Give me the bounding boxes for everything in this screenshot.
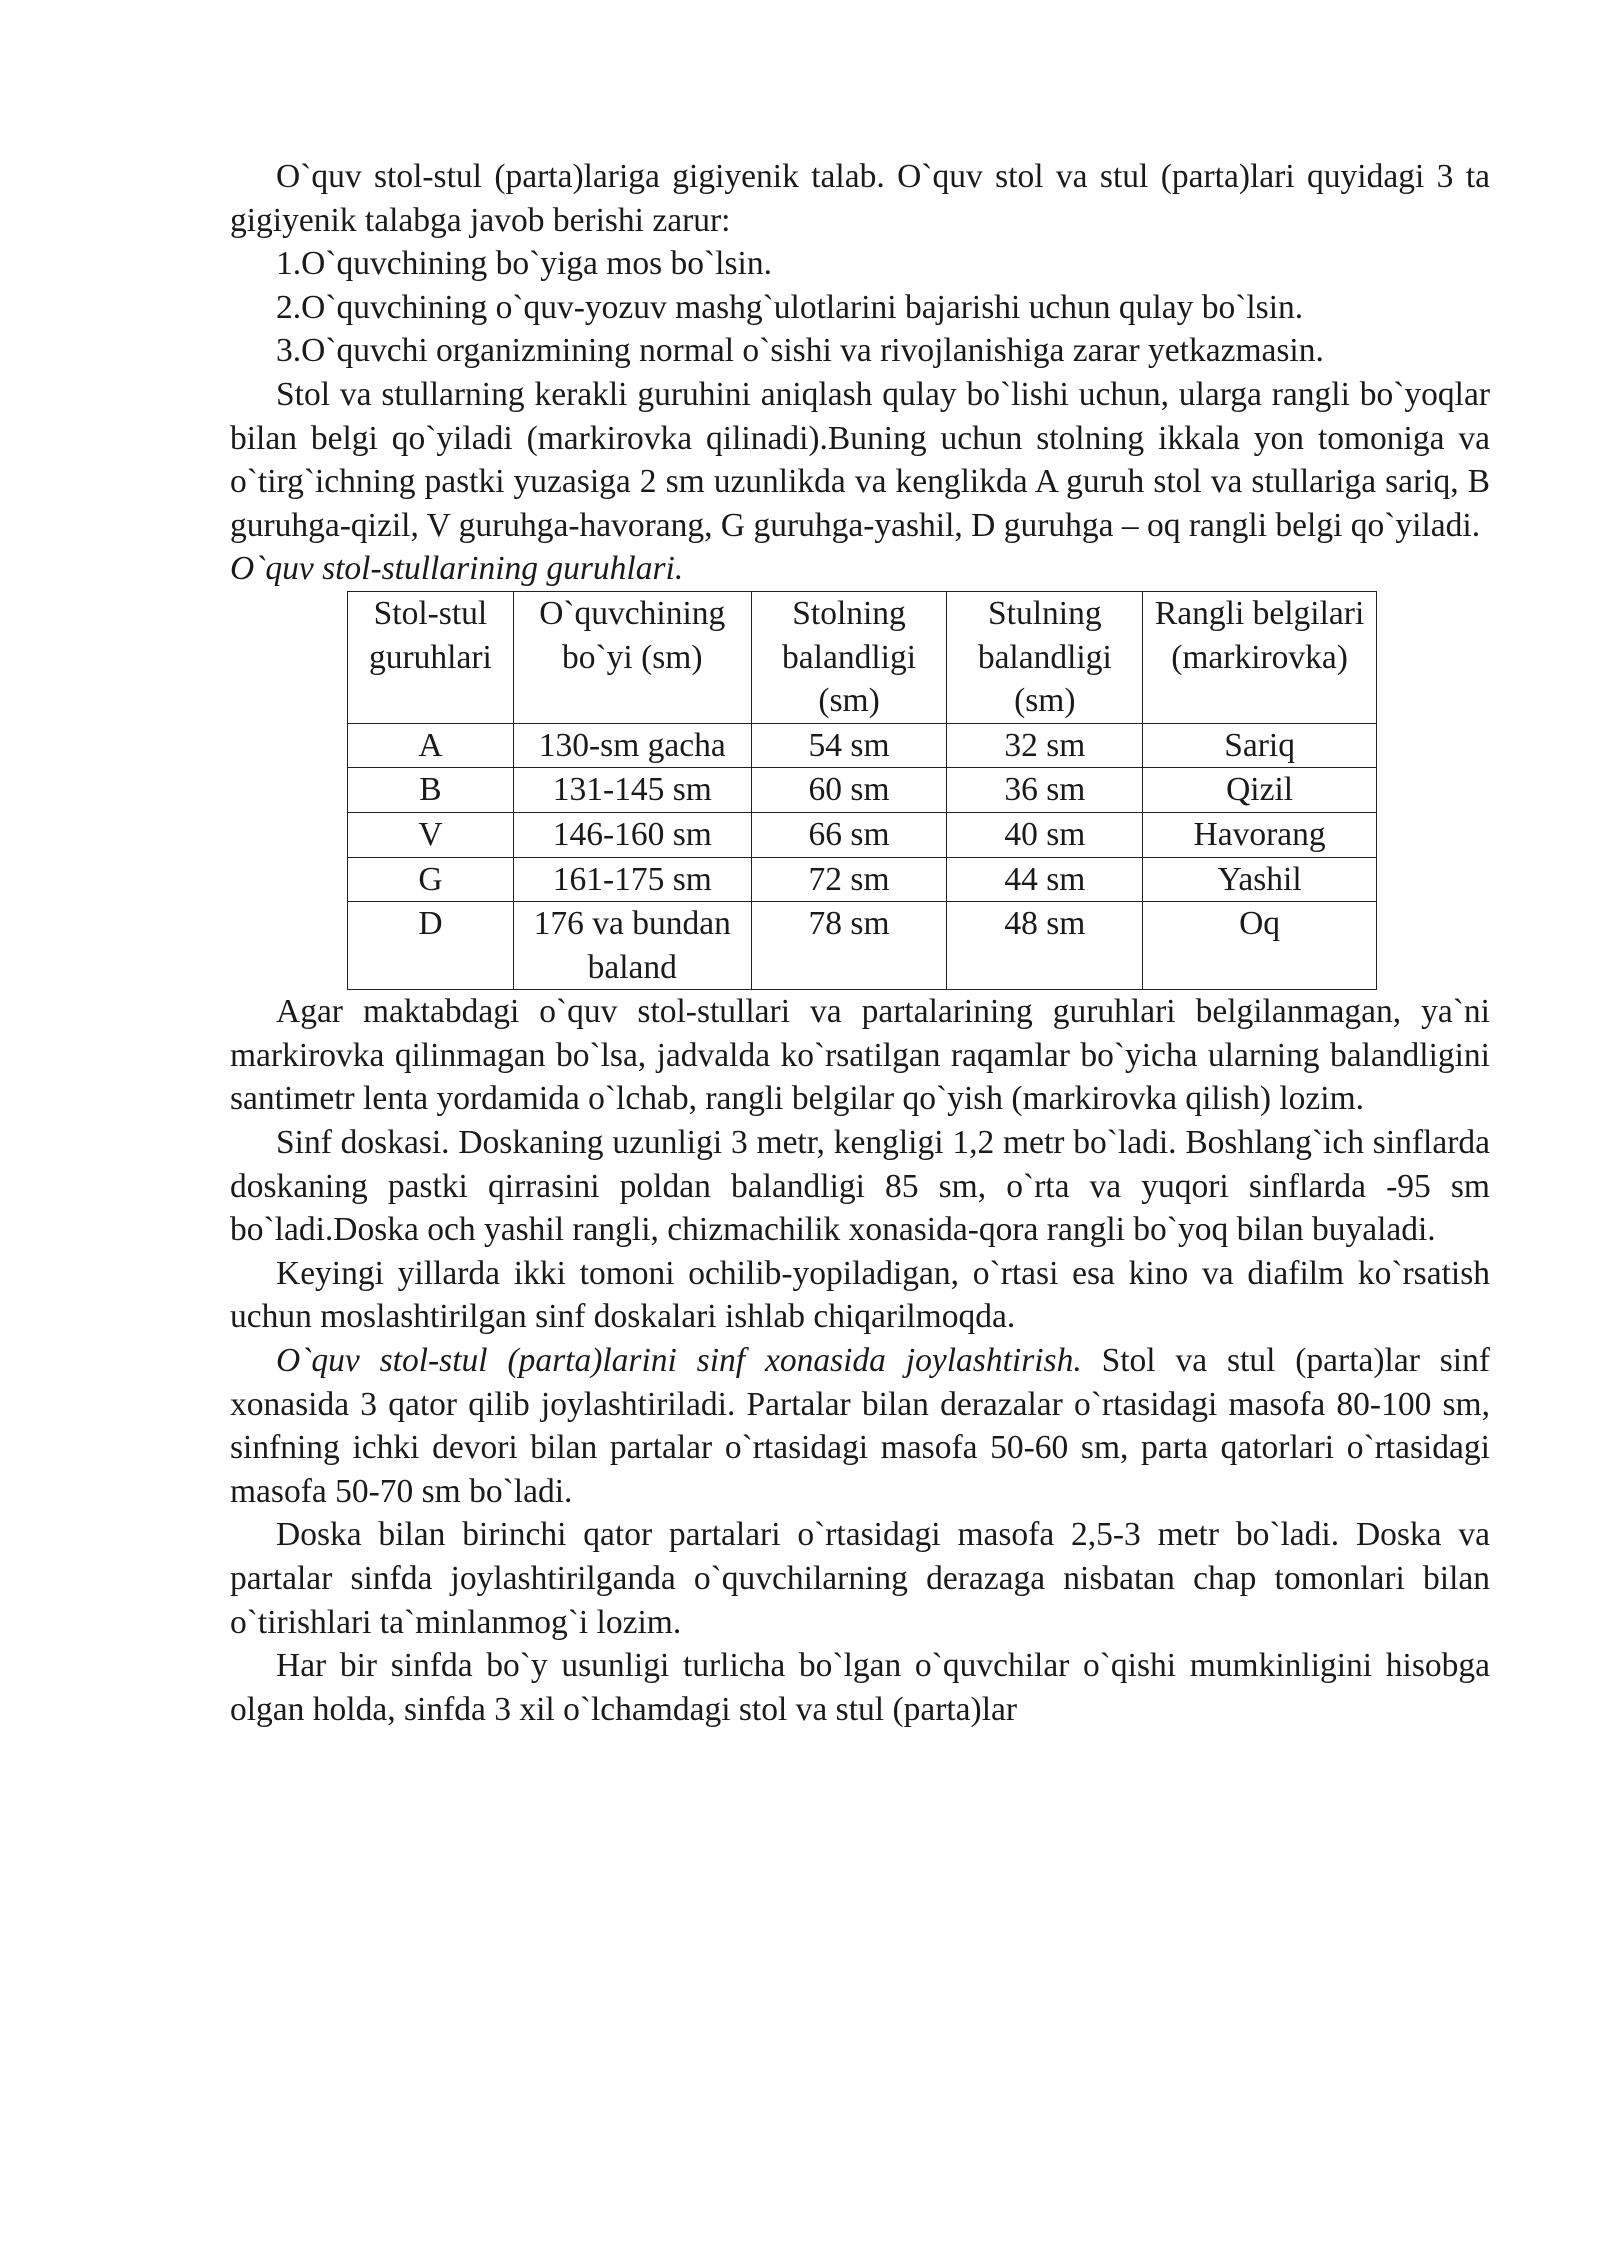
placement-paragraph: [230, 1339, 1490, 1513]
header-cell-color-marking: Rangli belgilari (markirovka): [1143, 591, 1377, 723]
table-cell: V: [348, 812, 514, 857]
table-cell: Qizil: [1143, 768, 1377, 813]
table-cell: 54 sm: [751, 723, 947, 768]
table-cell: 78 sm: [751, 902, 947, 990]
table-cell: 146-160 sm: [513, 812, 751, 857]
desk-groups-table: [347, 591, 1377, 990]
table-cell: G: [348, 857, 514, 902]
table-row: [348, 812, 1377, 857]
table-cell: B: [348, 768, 514, 813]
placement-heading: O`quv stol-stul (parta)larini sinf xonasida joylashtirish.: [276, 1342, 1082, 1380]
header-cell-group: Stol-stul guruhlari: [348, 591, 514, 723]
table-cell: Yashil: [1143, 857, 1377, 902]
blackboard-paragraph: Sinf doskasi. Doskaning uzunligi 3 metr, kengligi 1,2 metr bo`ladi. Boshlang`ich sinflarda doskaning pastki qirrasini poldan balandligi 85 sm, o`rta va yuqori sinflarda -95 sm bo`ladi.Doska och yashil rangli, chizmachilik xonasida-qora rangli bo`yoq bilan buyaladi.: [230, 1124, 1490, 1249]
table-cell: 32 sm: [947, 723, 1143, 768]
sizes-paragraph: Har bir sinfda bo`y usunligi turlicha bo`lgan o`quvchilar o`qishi mumkinligini hisobga olgan holda, sinfda 3 xil o`lchamdagi stol va stul (parta)lar: [230, 1647, 1490, 1728]
board-distance-paragraph: Doska bilan birinchi qator partalari o`rtasidagi masofa 2,5-3 metr bo`ladi. Doska va partalar sinfda joylashtirilganda o`quvchilarning derazaga nisbatan chap tomonlari bilan o`tirishlari ta`minlanmog`i lozim.: [230, 1516, 1490, 1641]
marking-paragraph: Stol va stullarning kerakli guruhini aniqlash qulay bo`lishi uchun, ularga rangli bo`yoqlar bilan belgi qo`yiladi (markirovka qilinadi).Buning uchun stolning ikkala yon tomoniga va o`tirg`ichning pastki yuzasiga 2 sm uzunlikda va kenglikda A guruh stol va stullariga sariq, B guruhga-qizil, V guruhga-havorang, G guruhga-yashil, D guruhga – oq rangli belgi qo`yiladi.: [230, 375, 1490, 544]
table-caption: O`quv stol-stullarining guruhlari.: [230, 550, 684, 588]
document-page: [230, 155, 1490, 1731]
table-cell: 40 sm: [947, 812, 1143, 857]
table-cell: A: [348, 723, 514, 768]
table-cell: D: [348, 902, 514, 990]
table-cell: 36 sm: [947, 768, 1143, 813]
table-cell: Oq: [1143, 902, 1377, 990]
table-cell: 60 sm: [751, 768, 947, 813]
table-row: [348, 857, 1377, 902]
table-cell: 161-175 sm: [513, 857, 751, 902]
intro-paragraph: O`quv stol-stul (parta)lariga gigiyenik talab. O`quv stol va stul (parta)lari quyidagi 3 ta gigiyenik talabga javob berishi zarur:: [230, 158, 1490, 239]
table-row: [348, 768, 1377, 813]
placement-text: Stol va stul (parta)lar sinf xonasida 3 qator qilib joylashtiriladi. Partalar bilan derazalar o`rtasidagi masofa 80-100 sm, sinfning ichki devori bilan partalar o`rtasidagi masofa 50-60 sm, parta qatorlari o`rtasidagi masofa 50-70 sm bo`ladi.: [230, 1342, 1490, 1510]
table-row: [348, 902, 1377, 990]
table-row: [348, 723, 1377, 768]
header-cell-desk-height: Stolning balandligi (sm): [751, 591, 947, 723]
requirement-item-1: 1.O`quvchining bo`yiga mos bo`lsin.: [276, 245, 772, 283]
table-cell: Sariq: [1143, 723, 1377, 768]
header-cell-height: O`quvchining bo`yi (sm): [513, 591, 751, 723]
table-cell: 131-145 sm: [513, 768, 751, 813]
table-cell: 72 sm: [751, 857, 947, 902]
table-cell: 48 sm: [947, 902, 1143, 990]
requirement-item-2: 2.O`quvchining o`quv-yozuv mashg`ulotlarini bajarishi uchun qulay bo`lsin.: [276, 288, 1304, 326]
new-boards-paragraph: Keyingi yillarda ikki tomoni ochilib-yopiladigan, o`rtasi esa kino va diafilm ko`rsatish uchun moslashtirilgan sinf doskalari ishlab chiqarilmoqda.: [230, 1254, 1490, 1336]
table-cell: 66 sm: [751, 812, 947, 857]
table-header-row: [348, 591, 1377, 723]
table-cell: 176 va bundan baland: [513, 902, 751, 990]
header-cell-chair-height: Stulning balandligi (sm): [947, 591, 1143, 723]
requirement-item-3: 3.O`quvchi organizmining normal o`sishi va rivojlanishiga zarar yetkazmasin.: [276, 332, 1324, 370]
marking-instruction-paragraph: Agar maktabdagi o`quv stol-stullari va partalarining guruhlari belgilanmagan, ya`ni markirovka qilinmagan bo`lsa, jadvalda ko`rsatilgan raqamlar bo`yicha ularning balandligini santimetr lenta yordamida o`lchab, rangli belgilar qo`yish (markirovka qilish) lozim.: [230, 993, 1490, 1118]
table-cell: 44 sm: [947, 857, 1143, 902]
table-cell: Havorang: [1143, 812, 1377, 857]
table-cell: 130-sm gacha: [513, 723, 751, 768]
